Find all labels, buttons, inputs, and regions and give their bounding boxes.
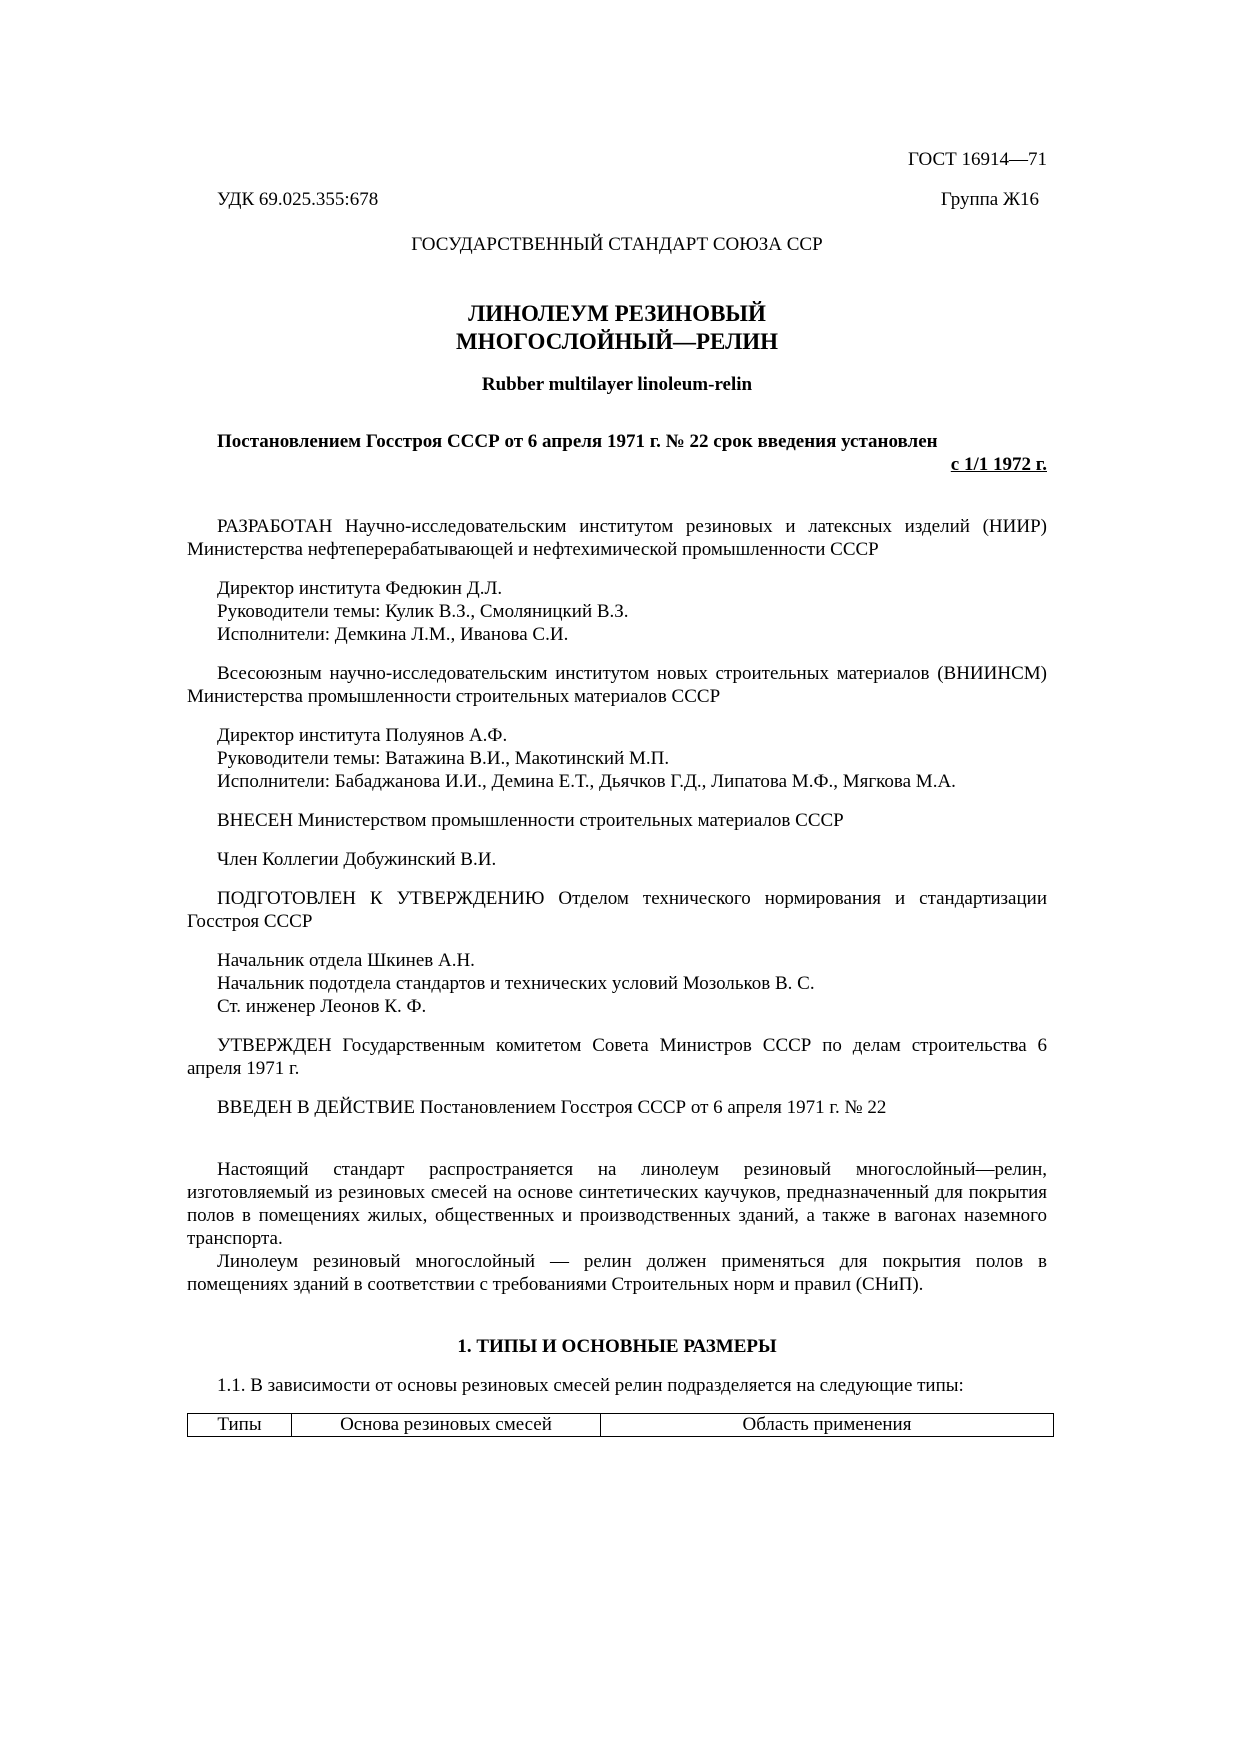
table-header-cell: Область применения xyxy=(601,1414,1054,1437)
developer-2-staff xyxy=(187,724,1047,793)
staff-line: Директор института Полуянов А.Ф. xyxy=(217,725,508,746)
prepared-staff xyxy=(187,949,1047,1018)
english-title: Rubber multilayer linoleum-relin xyxy=(481,374,753,395)
staff-line: Ст. инженер Леонов К. Ф. xyxy=(217,996,427,1017)
table-header-cell: Основа резиновых смесей xyxy=(292,1414,601,1437)
staff-line: Директор института Федюкин Д.Л. xyxy=(217,578,503,599)
document-page xyxy=(187,148,1047,1437)
section-1-title: 1. ТИПЫ И ОСНОВНЫЕ РАЗМЕРЫ xyxy=(457,1336,777,1357)
developer-1-staff xyxy=(187,577,1047,646)
staff-line: Исполнители: Демкина Л.М., Иванова С.И. xyxy=(217,624,569,645)
introduced-paragraph: ВНЕСЕН Министерством промышленности строительных материалов СССР xyxy=(217,810,844,831)
collegium-member: Член Коллегии Добужинский В.И. xyxy=(217,849,497,870)
scope-paragraph-1: Настоящий стандарт распространяется на линолеум резиновый многослойный—релин, изготовляемый из резиновых смесей на основе синтетических каучуков, предназначенный для покрытия полов в помещениях жилых, общественных и производственных зданий, а также в вагонах наземного транспорта. xyxy=(187,1159,1047,1249)
prepared-paragraph: ПОДГОТОВЛЕН К УТВЕРЖДЕНИЮ Отделом технического нормирования и стандартизации Госстроя СССР xyxy=(187,888,1047,932)
title-line-1: ЛИНОЛЕУМ РЕЗИНОВЫЙ xyxy=(468,301,766,326)
developer-paragraph-2: Всесоюзным научно-исследовательским институтом новых строительных материалов (ВНИИНСМ) Министерства промышленности строительных материалов СССР xyxy=(187,663,1047,707)
header-row xyxy=(187,188,1047,211)
types-table xyxy=(187,1413,1054,1437)
title-line-2: МНОГОСЛОЙНЫЙ—РЕЛИН xyxy=(455,329,779,354)
developer-paragraph-1: РАЗРАБОТАН Научно-исследовательским институтом резиновых и латексных изделий (НИИР) Министерства нефтеперерабатывающей и нефтехимической промышленности СССР xyxy=(187,516,1047,560)
approved-paragraph: УТВЕРЖДЕН Государственным комитетом Совета Министров СССР по делам строительства 6 апреля 1971 г. xyxy=(187,1035,1047,1079)
decree-block xyxy=(187,430,1047,476)
staff-line: Начальник отдела Шкинев А.Н. xyxy=(217,950,475,971)
decree-date: с 1/1 1972 г. xyxy=(950,454,1047,475)
decree-text: Постановлением Госстроя СССР от 6 апреля 1971 г. № 22 срок введения установлен xyxy=(217,431,938,452)
group-code: Группа Ж16 xyxy=(940,189,1039,210)
staff-line: Руководители темы: Ватажина В.И., Макотинский М.П. xyxy=(217,748,670,769)
gost-number: ГОСТ 16914—71 xyxy=(908,149,1047,170)
table-header-row xyxy=(188,1414,1054,1437)
state-standard-heading: ГОСУДАРСТВЕННЫЙ СТАНДАРТ СОЮЗА ССР xyxy=(411,234,823,255)
table-header-cell: Типы xyxy=(188,1414,292,1437)
scope-paragraph-2: Линолеум резиновый многослойный — релин должен применяться для покрытия полов в помещениях зданий в соответствии с требованиями Строительных норм и правил (СНиП). xyxy=(187,1251,1047,1295)
udk-code: УДК 69.025.355:678 xyxy=(217,189,379,210)
enacted-paragraph: ВВЕДЕН В ДЕЙСТВИЕ Постановлением Госстроя СССР от 6 апреля 1971 г. № 22 xyxy=(217,1097,887,1118)
document-title xyxy=(187,300,1047,356)
staff-line: Исполнители: Бабаджанова И.И., Демина Е.Т., Дьячков Г.Д., Липатова М.Ф., Мягкова М.А. xyxy=(217,771,956,792)
section-1-paragraph: 1.1. В зависимости от основы резиновых смесей релин подразделяется на следующие типы: xyxy=(217,1375,964,1396)
staff-line: Начальник подотдела стандартов и технических условий Мозольков В. С. xyxy=(217,973,815,994)
staff-line: Руководители темы: Кулик В.З., Смоляницкий В.З. xyxy=(217,601,629,622)
